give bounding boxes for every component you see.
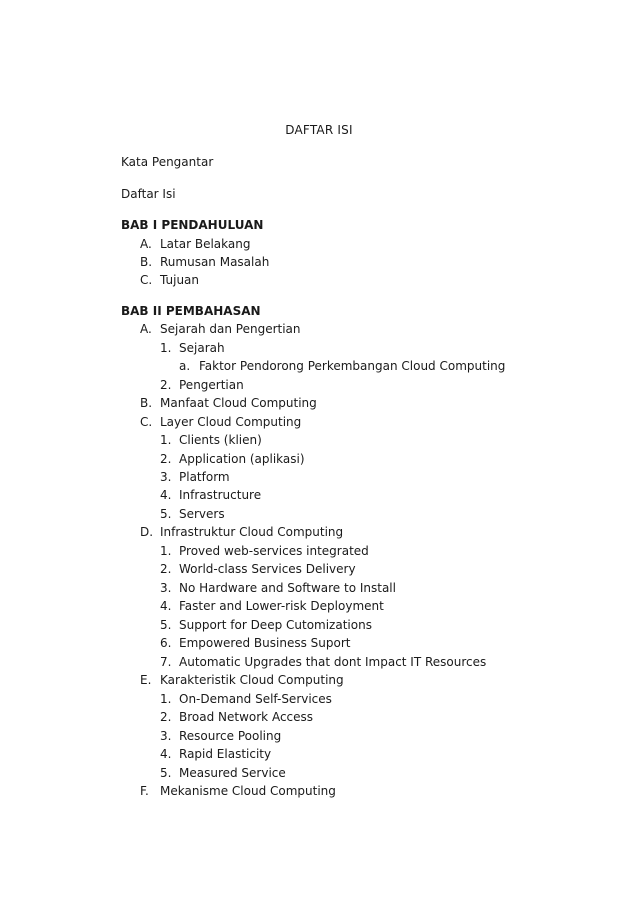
bab1-item-c: C. Tujuan: [140, 273, 200, 287]
bab2-section-d: D. Infrastruktur Cloud Computing: [140, 525, 344, 539]
bab2-a-item-2: 2. Pengertian: [160, 378, 244, 392]
bab2-c-item-4: 4. Infrastructure: [160, 488, 262, 502]
toc-entry-daftar-isi: Daftar Isi: [121, 187, 176, 201]
bab2-e-item-2: 2. Broad Network Access: [160, 710, 314, 724]
bab2-d-item-5: 5. Support for Deep Cutomizations: [160, 618, 372, 632]
bab2-section-c: C. Layer Cloud Computing: [140, 415, 302, 429]
bab2-e-item-1: 1. On-Demand Self-Services: [160, 692, 332, 706]
bab2-section-b: B. Manfaat Cloud Computing: [140, 396, 317, 410]
bab2-heading: BAB II PEMBAHASAN: [121, 304, 261, 318]
bab2-section-e: E. Karakteristik Cloud Computing: [140, 673, 344, 687]
bab2-e-item-3: 3. Resource Pooling: [160, 729, 282, 743]
bab2-c-item-2: 2. Application (aplikasi): [160, 452, 305, 466]
bab2-section-f: F. Mekanisme Cloud Computing: [140, 784, 336, 798]
bab2-e-item-4: 4. Rapid Elasticity: [160, 747, 272, 761]
bab2-d-item-4: 4. Faster and Lower-risk Deployment: [160, 599, 384, 613]
bab2-d-item-1: 1. Proved web-services integrated: [160, 544, 369, 558]
bab1-item-b: B. Rumusan Masalah: [140, 255, 270, 269]
bab2-a-subitem-a: a. Faktor Pendorong Perkembangan Cloud Computing: [179, 359, 506, 373]
bab2-c-item-5: 5. Servers: [160, 507, 225, 521]
bab2-d-item-3: 3. No Hardware and Software to Install: [160, 581, 396, 595]
toc-entry-kata-pengantar: Kata Pengantar: [121, 155, 214, 169]
bab2-e-item-5: 5. Measured Service: [160, 766, 286, 780]
bab1-item-a: A. Latar Belakang: [140, 237, 251, 251]
bab2-section-a: A. Sejarah dan Pengertian: [140, 322, 301, 336]
bab2-d-item-6: 6. Empowered Business Suport: [160, 636, 351, 650]
bab2-c-item-3: 3. Platform: [160, 470, 230, 484]
bab2-a-item-1: 1. Sejarah: [160, 341, 225, 355]
bab2-d-item-7: 7. Automatic Upgrades that dont Impact IT Resources: [160, 655, 487, 669]
bab2-d-item-2: 2. World-class Services Delivery: [160, 562, 356, 576]
toc-title: DAFTAR ISI: [285, 123, 353, 137]
bab1-heading: BAB I PENDAHULUAN: [121, 218, 264, 232]
bab2-c-item-1: 1. Clients (klien): [160, 433, 262, 447]
